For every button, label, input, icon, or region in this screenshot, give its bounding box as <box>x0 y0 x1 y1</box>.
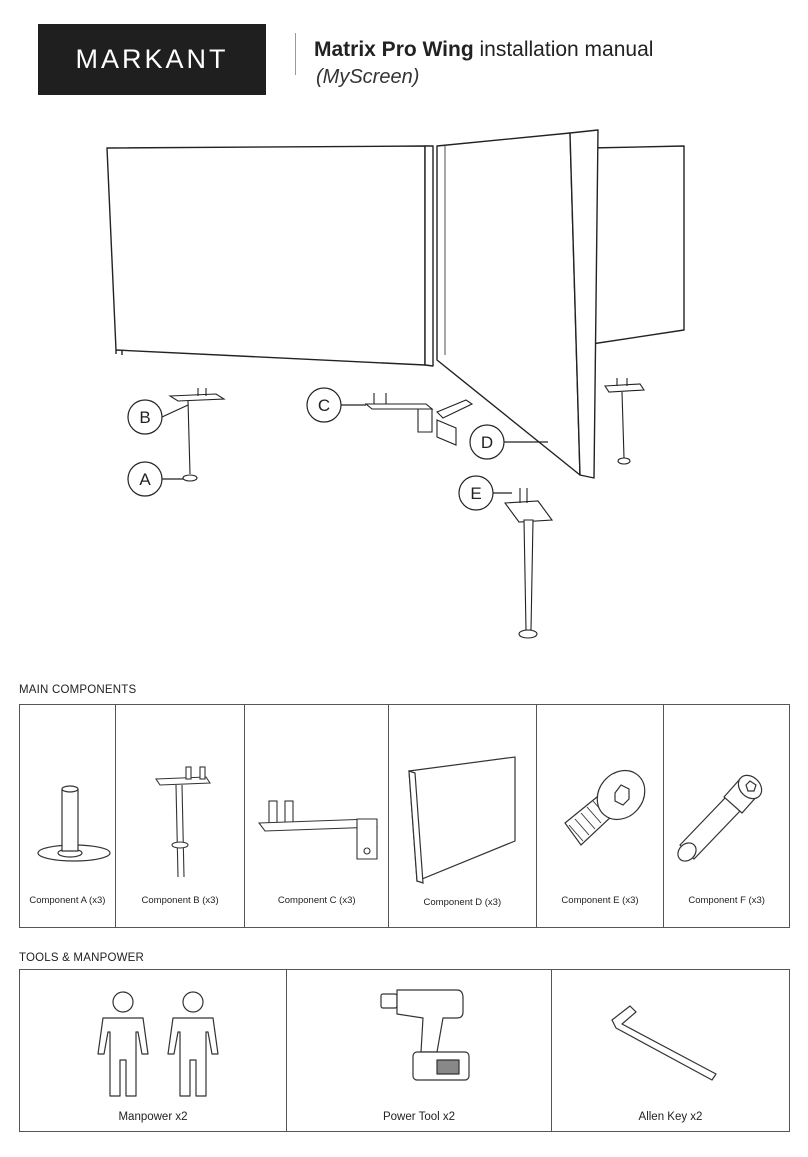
main-components-grid <box>19 704 790 928</box>
main-components-heading: MAIN COMPONENTS <box>19 684 137 696</box>
allen-key-label: Allen Key x2 <box>638 1111 703 1123</box>
assembly-diagram <box>0 120 808 650</box>
power-tool-label: Power Tool x2 <box>382 1111 456 1123</box>
allen-key-cell <box>552 970 789 1131</box>
callout-label: A <box>139 470 151 489</box>
component-a-label: Component A (x3) <box>29 895 106 906</box>
component-b-cell <box>116 705 246 927</box>
callout-label: D <box>480 433 494 452</box>
logo-text: MARKANT <box>75 44 229 74</box>
manual-title <box>314 38 653 62</box>
title-rest: installation manual <box>473 38 654 61</box>
callout-label: B <box>139 408 151 427</box>
tools-heading: TOOLS & MANPOWER <box>19 952 145 964</box>
allen-key-icon <box>552 970 789 1133</box>
tools-grid <box>19 969 790 1132</box>
manpower-cell <box>20 970 287 1131</box>
screen-panel-icon <box>389 705 537 929</box>
person-icon <box>20 970 287 1133</box>
component-d-cell <box>389 705 537 927</box>
component-b-label: Component B (x3) <box>141 895 219 906</box>
callout-label: E <box>470 484 482 503</box>
angled-panel <box>437 133 580 475</box>
power-tool-cell <box>287 970 552 1131</box>
component-e-cell <box>537 705 665 927</box>
component-a-cell <box>20 705 116 927</box>
markant-logo <box>38 24 266 95</box>
manual-subtitle: (MyScreen) <box>316 66 420 88</box>
manpower-label: Manpower x2 <box>118 1111 188 1123</box>
drill-icon <box>287 970 552 1133</box>
left-panel <box>107 146 425 365</box>
component-f-label: Component F (x3) <box>688 895 765 906</box>
component-e-label: Component E (x3) <box>561 895 639 906</box>
header-divider <box>295 33 296 75</box>
component-f-cell <box>664 705 789 927</box>
component-d-label: Component D (x3) <box>423 897 502 908</box>
component-c-cell <box>245 705 389 927</box>
title-product: Matrix Pro Wing <box>314 38 474 61</box>
component-c-label: Component C (x3) <box>277 895 356 906</box>
back-right-panel <box>585 146 684 345</box>
callout-label: C <box>317 396 331 415</box>
